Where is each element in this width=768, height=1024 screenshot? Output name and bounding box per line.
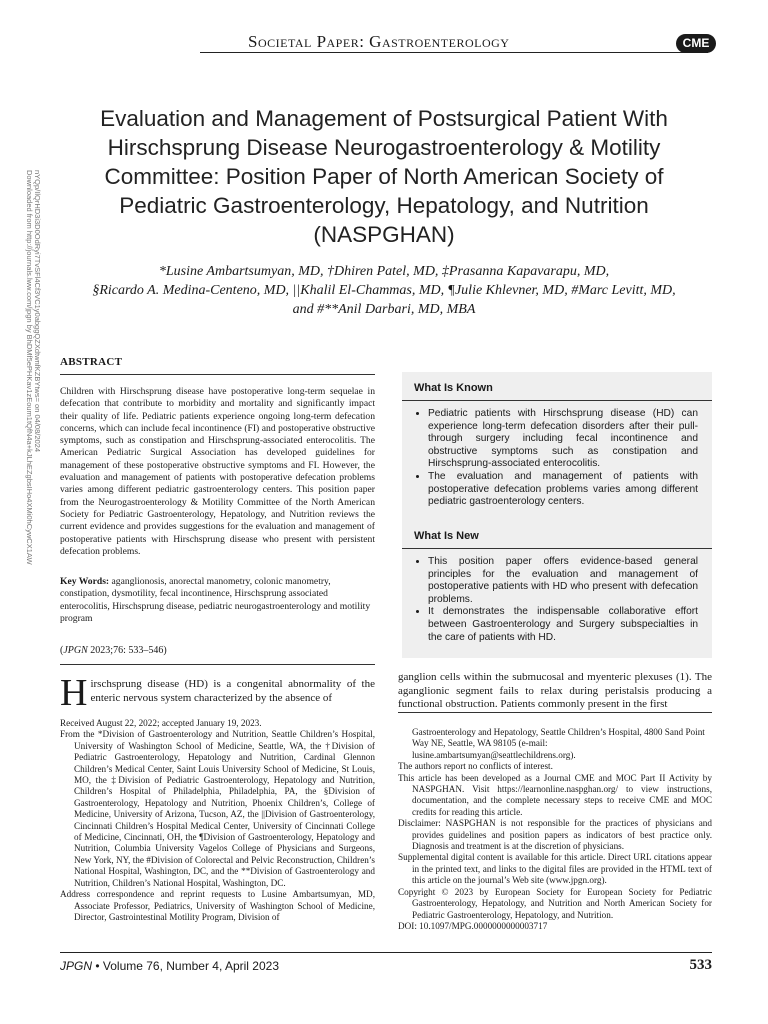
what-is-new-list [414, 556, 698, 644]
doi: DOI: 10.1097/MPG.0000000000003717 [398, 920, 548, 931]
author-line-2: §Ricardo A. Medina-Centeno, MD, ||Khalil El-Chammas, MD, ¶Julie Khlevner, MD, #Marc Levitt, MD, [92, 283, 676, 298]
footer-journal: JPGN [60, 959, 93, 973]
affiliations: From the *Division of Gastroenterology and Nutrition, Seattle Children’s Hospital, University of Washington School of Medicine, Seattle, WA, the †Division of Pediatric Gastroenterology, Hepatology and Nutrition, Cardinal Glennon Children’s Medical Center, Saint Louis University School of Medicine, St Louis, MO, the ‡Division of Pediatric Gastroenterology, Hepatology and Nutrition, Children’s Hospital of Philadelphia, Philadelphia, PA, the §Division of Gastroenterology, Hepatology and Nutrition, Phoenix Children’s, College of Medicine, University of Arizona, Tucson, AZ, the ||Division of Gastroenterology, Cincinnati Children’s Hospital Medical Center, University of Cincinnati College of Medicine, Cincinnati, OH, the ¶Division of Gastroenterology, Hepatology and Nutrition, Columbia University Vagelos College of Physicians and Surgeons, New York, NY, the #Division of Colorectal and Pelvic Reconstruction, Children’s National Hospital, Washington, DC, and the **Division of Gastroenterology and Nutrition, Children’s National Hospital, Washington, DC. [60, 729, 375, 888]
what-is-known-list [414, 408, 698, 509]
citation: (JPGN 2023;76: 533–546) [60, 645, 167, 656]
correspondence-address: Address correspondence and reprint requests to Lusine Ambartsumyan, MD, Associate Professor, Pediatrics, University of Washington School of Medicine, Director, Gastrointestinal Motility Program, Division of [60, 889, 375, 922]
citation-rule [60, 664, 375, 665]
running-header [200, 32, 708, 54]
supplemental-note: Supplemental digital content is available for this article. Direct URL citations appear in the printed text, and links to the digital files are provided in the HTML text of this article on the journal’s Web site (www.jpgn.org). [398, 852, 712, 886]
header-rule [200, 52, 708, 53]
footer-rule [60, 952, 712, 953]
correspondence-address-cont: Gastroenterology and Hepatology, Seattle Children’s Hospital, 4800 Sand Point Way NE, Seattle, WA 98105 (e-mail: lusine.ambartsumyan@seattlechildrens.org). [412, 727, 705, 760]
keywords-list: aganglionosis, anorectal manometry, colonic manometry, constipation, dysmotility, fecal incontinence, Hirschsprung associated enterocolitis, Hirschsprung disease, pediatric neurogastroenterology and motility program [60, 576, 371, 624]
watermark-line-1: Downloaded from http://journals.lww.com/jpgn by BhDMf5ePHKav1zEoum1tQfN4a+kJLhEZgbsIHo4XMi0hCywCX1AW [25, 170, 34, 565]
abstract-heading: ABSTRACT [60, 356, 123, 368]
known-rule [402, 400, 712, 401]
cme-badge: CME [676, 34, 716, 53]
article-title: Evaluation and Management of Postsurgical Patient With Hirschsprung Disease Neurogastroenterology & Motility Committee: Position Paper of North American Society of Pediatric Gastroenterology, Hepatology, and Nutrition (NASPGHAN) [100, 106, 668, 247]
footnotes-right [398, 727, 712, 932]
body-text-left [60, 672, 375, 714]
watermark-line-2: nYQp/IlQrHD3i3D0OdRyi7TvSFl4Cf3VC1y0abggQZXdtwnfKZBYtws= on 04/08/2024 [33, 170, 42, 453]
author-line-1: *Lusine Ambartsumyan, MD, †Dhiren Patel, MD, ‡Prasanna Kapavarapu, MD, [158, 264, 610, 279]
section-title: Societal Paper: Gastroenterology [244, 32, 513, 52]
footer-issue: • Volume 76, Number 4, April 2023 [92, 959, 279, 973]
author-line-3: and #**Anil Darbari, MD, MBA [292, 302, 476, 317]
keywords-label: Key Words: [60, 576, 110, 587]
abstract-text: Children with Hirschsprung disease have postoperative long-term sequelae in defecation that contribute to morbidity and mortality and significantly impact their quality of life. Pediatric patients experience ongoing long-term defecation concerns, which can include fecal incontinence (FI) and postoperative obstructive symptoms, such as constipation and Hirschsprung-associated enterocolitis. The American Pediatric Surgical Association has developed guidelines for management of these postoperative obstructive symptoms and FI. However, the evaluation and management of patients with postoperative defecation problems varies among different pediatric gastroenterology centers. This position paper from the Neurogastroenterology & Motility Committee of the North American Society for Pediatric Gastroenterology, Hepatology, and Nutrition reviews the current evidence and provides suggestions for the evaluation and management of postoperative patients with Hirschsprung disease who present with persistent defecation problems. [60, 386, 375, 557]
body-right-rule [398, 712, 712, 713]
citation-journal: JPGN [63, 645, 88, 656]
page-number: 533 [689, 957, 712, 973]
keywords [60, 576, 375, 625]
copyright: Copyright © 2023 by European Society for European Society for Pediatric Gastroenterology, Hepatology, and Nutrition and North American Society for Pediatric Gastroenterology, Hepatology, and Nutrition. [398, 886, 712, 920]
key-points-box [402, 372, 712, 658]
body-text-right: ganglion cells within the submucosal and myenteric plexuses (1). The aganglionic segment fails to relax during peristalsis producing a functional obstruction. Patients commonly present in the first [398, 671, 712, 710]
what-is-known-heading: What Is Known [414, 382, 493, 394]
what-is-new-heading: What Is New [414, 530, 479, 542]
new-item: • It demonstrates the indispensable collaborative effort between Gastroenterology and Surgery subspecialties in the care of patients with HD. [428, 606, 698, 644]
new-rule [402, 548, 712, 549]
download-watermark [18, 170, 42, 650]
new-item: • This position paper offers evidence-based general principles for the evaluation and management of postoperative patients with HD who present with defecation problems. [428, 556, 698, 606]
known-item: • The evaluation and management of patients with postoperative defecation problems varies among different pediatric gastroenterology centers. [428, 471, 698, 509]
citation-details: 2023;76: 533–546) [87, 645, 167, 656]
received-date: Received August 22, 2022; accepted January 19, 2023. [60, 718, 262, 728]
disclaimer: Disclaimer: NASPGHAN is not responsible for the practices of physicians and provides guidelines and position papers as indicators of best practice only. Diagnosis and treatment is at the discretion of physicians. [398, 818, 712, 852]
body-left-text: irschsprung disease (HD) is a congenital abnormality of the enteric nervous system characterized by the absence of [90, 678, 375, 704]
conflicts-statement: The authors report no conflicts of interest. [398, 761, 553, 772]
journal-footer [60, 959, 279, 973]
drop-cap: H [60, 672, 88, 714]
footnotes-left [60, 718, 375, 923]
known-item: • Pediatric patients with Hirschsprung disease (HD) can experience long-term defecation disorders after their pull-through surgery including fecal incontinence and obstructive symptoms such as constipation and Hirschsprung-associated enterocolitis. [428, 408, 698, 471]
abstract-rule [60, 374, 375, 375]
cme-statement: This article has been developed as a Journal CME and MOC Part II Activity by NASPGHAN. Visit https://learnonline.naspghan.org/ to view instructions, documentation, and the complete necessary steps to receive CME and MOC credits for reading this article. [398, 772, 712, 817]
author-list [40, 262, 728, 319]
